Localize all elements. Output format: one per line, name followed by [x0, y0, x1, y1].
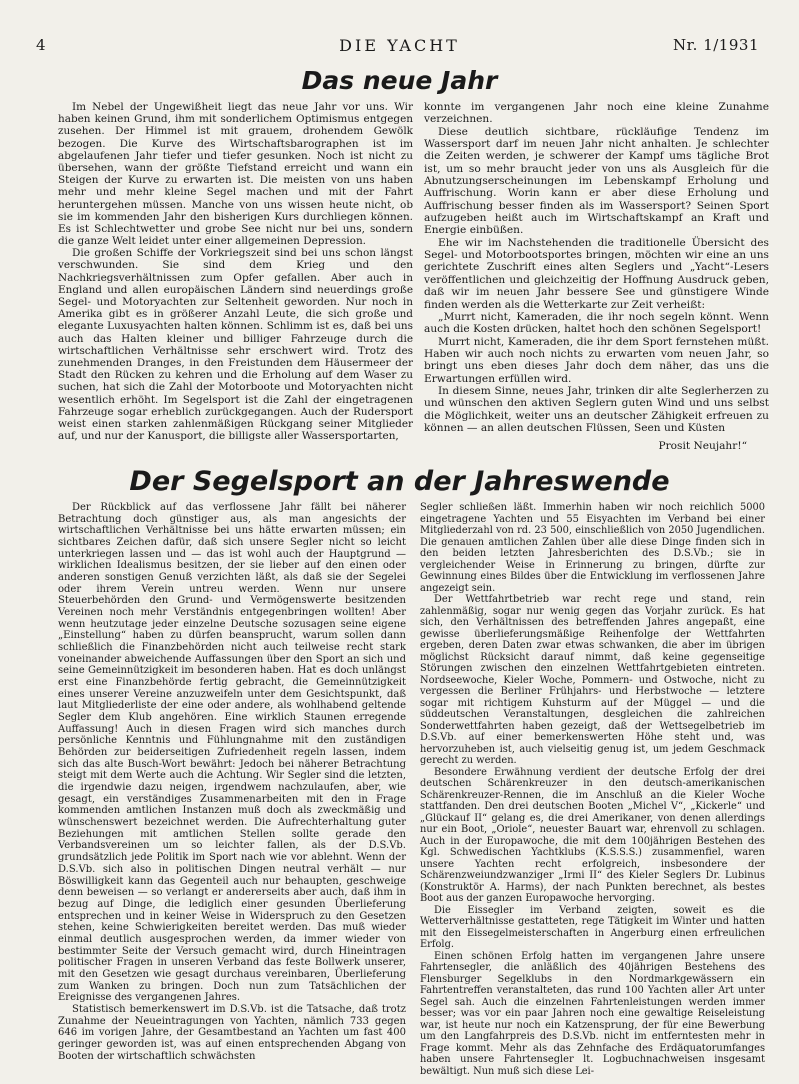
issue-number: Nr. 1/1931 [673, 36, 759, 54]
paragraph: Diese deutlich sichtbare, rückläufige Tendenz im Wassersport darf im neuen Jahr nicht anhalten. Je schlechter die Zeiten werden, je schwerer der Kampf ums tägliche Brot ist, um so mehr braucht jeder von uns als Ausgleich für die Abnutzungserscheinungen im Lebenskampf Erholung und Auffrischung. Worin kann er aber diese Erholung und Auffrischung besser finden als im Wassersport? Seinen Sport aufzugeben heißt auch im Wirtschaftskampf an Kraft und Energie einbüßen. [424, 125, 769, 237]
article2-right-column [420, 502, 765, 1077]
paragraph: Einen schönen Erfolg hatten im vergangenen Jahre unsere Fahrtensegler, die anläßlich des 40jährigen Bestehens des Flensburger Segelklubs in den Nordmarkgewässern ein Fahrtentreffen veranstalteten, das rund 100 Yachten aller Art unter Segel sah. Auch die einzelnen Fahrtenleistungen werden immer besser; was vor ein paar Jahren noch eine gewaltige Reiseleistung war, ist heute nur noch ein Katzensprung, der für eine Bewerbung um den Langfahrpreis des D.S.Vb. nicht im entferntesten mehr in Frage kommt. Mehr als das Zehnfache des Erdäquatorumfanges haben unsere Fahrtensegler lt. Logbuchnachweisen insgesamt bewältigt. Nun muß sich diese Lei- [420, 950, 765, 1077]
paragraph: Ehe wir im Nachstehenden die traditionelle Übersicht des Segel- und Motorbootsportes bringen, möchten wir eine an uns gerichtete Zuschrift eines alten Seglers und „Yacht“-Lesers veröffentlichen und gleichzeitig der Hoffnung Ausdruck geben, daß wir im neuen Jahr bessere See und günstigere Winde finden werden als die Wetterkarte zur Zeit verheißt: [424, 236, 769, 311]
magazine-title: DIE YACHT [339, 36, 460, 55]
article2-title: Der Segelsport an der Jahreswende [129, 466, 670, 497]
paragraph: In diesem Sinne, neues Jahr, trinken dir alte Seglerherzen zu und wünschen den aktiven Seglern guten Wind und uns selbst die Möglichkeit, weiter uns an deutscher Zähigkeit erfreuen zu können — an allen deutschen Flüssen, Seen und Küsten [424, 384, 769, 434]
article2-left-column [58, 502, 406, 1062]
page-number: 4 [36, 36, 47, 54]
paragraph: Statistisch bemerkenswert im D.S.Vb. ist die Tatsache, daß trotz Zunahme der Neueintragungen von Yachten, nämlich 733 gegen 646 im vorigen Jahre, der Gesamtbestand an Yachten um fast 400 geringer geworden ist, was auf einen entsprechenden Abgang von Booten der wirtschaftlich schwächsten [58, 1003, 406, 1062]
paragraph: Die Eissegler im Verband zeigten, soweit es die Wetterverhältnisse gestatteten, rege Tätigkeit im Winter und hatten mit den Eissegelmeisterschaften in Angerburg einen erfreulichen Erfolg. [420, 904, 765, 950]
article1-title: Das neue Jahr [301, 66, 498, 95]
paragraph: Der Wettfahrtbetrieb war recht rege und stand, rein zahlenmäßig, sogar nur wenig gegen das Vorjahr zurück. Es hat sich, den Verhältnissen des betreffenden Jahres angepaßt, eine gewisse überlieferungsmäßige Reihenfolge der Wettfahrten ergeben, deren Daten zwar etwas schwanken, die aber im übrigen möglichst Rücksicht darauf nimmt, daß keine gegenseitige Störungen zwischen den einzelnen Wettfahrtgebieten eintreten. Nordseewoche, Kieler Woche, Pommern- und Ostwoche, nicht zu vergessen die Berliner Frühjahrs- und Herbstwoche — letztere sogar mit richtigem Kuhsturm auf der Müggel — und die süddeutschen Veranstaltungen, desgleichen die zahlreichen Sonderwettfahrten haben gezeigt, daß der Wettsegelbetrieb im D.S.Vb. auf einer bemerkenswerten Höhe steht und, was hervorzuheben ist, auch vielseitig genug ist, um jedem Geschmack gerecht zu werden. [420, 594, 765, 766]
closing-line: Prosit Neujahr!“ [658, 440, 747, 453]
article1-right-column [424, 101, 769, 453]
paragraph: konnte im vergangenen Jahr noch eine kleine Zunahme verzeichnen. [424, 101, 769, 126]
paragraph: Murrt nicht, Kameraden, die ihr dem Sport fernstehen müßt. Haben wir auch noch nichts zu erwarten vom neuen Jahr, so bringt uns eben dieses Jahr doch dem näher, das uns die Erwartungen erfüllen wird. [424, 335, 769, 385]
paragraph: Im Nebel der Ungewißheit liegt das neue Jahr vor uns. Wir haben keinen Grund, ihm mit sonderlichem Optimismus entgegen zusehen. Der Himmel ist mit grauem, drohendem Gewölk bezogen. Die Kurve des Wirtschaftsbarographen ist im abgelaufenen Jahr tiefer und tiefer gesunken. Noch ist nicht zu übersehen, wann der größte Tiefstand erreicht und wann ein Steigen der Kurve zu erwarten ist. Die meisten von uns haben mehr und mehr kleine Segel machen und mit der Fahrt heruntergehen müssen. Manche von uns wissen heute nicht, ob sie im kommenden Jahr den bisherigen Kurs durchliegen können. Es ist Schlechtwetter und grobe See nicht nur bei uns, sondern die ganze Welt leidet unter einer allgemeinen Depression. [58, 101, 413, 248]
paragraph: Segler schließen läßt. Immerhin haben wir noch reichlich 5000 eingetragene Yachten und 55 Eisyachten im Verband bei einer Mitgliederzahl von rd. 23 500, einschließlich von 2050 Jugendlichen. Die genauen amtlichen Zahlen über alle diese Dinge finden sich in den beiden letzten Jahresberichten des D.S.Vb.; sie in vergleichender Weise in Erinnerung zu bringen, dürfte zur Gewinnung eines Bildes über die Entwicklung im verflossenen Jahre angezeigt sein. [420, 502, 765, 594]
paragraph: „Murrt nicht, Kameraden, die ihr noch segeln könnt. Wenn auch die Kosten drücken, haltet hoch den schönen Segelsport! [424, 310, 769, 336]
paragraph: Der Rückblick auf das verflossene Jahr fällt bei näherer Betrachtung doch günstiger aus, als man angesichts der wirtschaftlichen Verhältnisse bei uns hätte erwarten müssen; ein sichtbares Zeichen dafür, daß sich unsere Segler nicht so leicht unterkriegen lassen und — das ist wohl auch der Hauptgrund — wirklichen Idealismus besitzen, der sie lieber auf den einen oder anderen sonstigen Genuß verzichten läßt, als daß sie der Segelei oder ihrem Verein untreu werden. Wenn nur unsere Steuerbehörden den Grund- und Vermögenswerte besitzenden Vereinen noch mehr Verständnis entgegenbringen wollten! Aber wenn heutzutage jeder einzelne Deutsche sozusagen seine eigene „Einstellung“ haben zu dürfen beansprucht, warum sollen dann schließlich die Finanzbehörden nicht auch teilweise recht stark voneinander abweichende Auffassungen über den Sport an sich und seine Gemeinnützigkeit im besonderen haben. Hat es doch unlängst erst eine Finanzbehörde fertig gebracht, die Gemeinnützigkeit eines unserer Vereine anzuzweifeln unter dem Gesichtspunkt, daß laut Mitgliederliste der eine oder andere, als wohlhabend geltende Segler dem Klub angehören. Eine wirklich Staunen erregende Auffassung! Auch in diesen Fragen wird sich manches durch persönliche Kenntnis und Fühlungnahme mit den zuständigen Behörden zur beiderseitigen Zufriedenheit regeln lassen, indem sich das alte Busch-Wort bewährt: Jedoch bei näherer Betrachtung steigt mit dem Werte auch die Achtung. Wir Segler sind die letzten, die irgendwie dazu neigen, irgendwem nachzulaufen, aber, wie gesagt, ein verständiges Zusammenarbeiten mit den in Frage kommenden amtlichen Instanzen muß doch als zweckmäßig und wünschenswert bezeichnet werden. Die Aufrechterhaltung guter Beziehungen mit amtlichen Stellen sollte gerade den Verbandsvereinen um so leichter fallen, als der D.S.Vb. grundsätzlich jede Politik im Sport nach wie vor ablehnt. Wenn der D.S.Vb. sich also in politischen Dingen neutral verhält — nur Böswilligkeit kann das Gegenteil auch nur behaupten, geschweige denn beweisen — so verlangt er andererseits aber auch, daß ihm in bezug auf Dinge, die lediglich einer gesunden Überlieferung entsprechen und in keiner Weise in Widerspruch zu den Gesetzen stehen, keine Schwierigkeiten bereitet werden. Das muß wieder einmal deutlich ausgesprochen werden, da immer wieder von bestimmter Seite der Versuch gemacht wird, durch Hineintragen politischer Fragen in unseren Verband das feste Bollwerk unserer, mit den Gesetzen wie gesagt durchaus vereinbaren, Überlieferung zum Wanken zu bringen. Doch nun zum Tatsächlichen der Ereignisse des vergangenen Jahres. [58, 502, 406, 1004]
paragraph: Die großen Schiffe der Vorkriegszeit sind bei uns schon längst verschwunden. Sie sind dem Krieg und den Nachkriegsverhältnissen zum Opfer gefallen. Aber auch in England und allen europäischen Ländern sind neuerdings große Segel- und Motoryachten zur Seltenheit geworden. Nur noch in Amerika gibt es in größerer Anzahl Leute, die sich große und elegante Luxusyachten halten können. Schlimm ist es, daß bei uns auch das Halten kleiner und billiger Fahrzeuge durch die wirtschaftlichen Verhältnisse sehr erschwert wird. Trotz des zunehmenden Dranges, in den Freistunden dem Häusermeer der Stadt den Rücken zu kehren und die Erholung auf dem Waser zu suchen, hat sich die Zahl der Motorboote und Motoryachten nicht wesentlich erhöht. Im Segelsport ist die Zahl der eingetragenen Fahrzeuge sogar erheblich zurückgegangen. Auch der Rudersport weist einen starken zahlenmäßigen Rückgang seiner Mitglieder auf, und nur der Kanusport, die billigste aller Wassersportarten, [58, 247, 413, 443]
paragraph: Besondere Erwähnung verdient der deutsche Erfolg der drei deutschen Schärenkreuzer in den deutsch-amerikanischen Schärenkreuzer-Rennen, die im Anschluß an die Kieler Woche stattfanden. Den drei deutschen Booten „Michel V“, „Kickerle“ und „Glückauf II“ gelang es, die drei Amerikaner, von denen allerdings nur ein Boot, „Oriole“, neuester Bauart war, ehrenvoll zu schlagen. Auch in der Europawoche, die mit dem 100jährigen Bestehen des Kgl. Schwedischen Yachtklubs (K.S.S.S.) zusammenfiel, waren unsere Yachten recht erfolgreich, insbesondere der Schärenzweiundzwanziger „Irmi II“ des Kieler Seglers Dr. Lubinus (Konstruktör A. Harms), der nach Punkten berechnet, als bestes Boot aus der ganzen Europawoche hervorging. [420, 766, 765, 904]
article1-left-column [58, 101, 413, 442]
